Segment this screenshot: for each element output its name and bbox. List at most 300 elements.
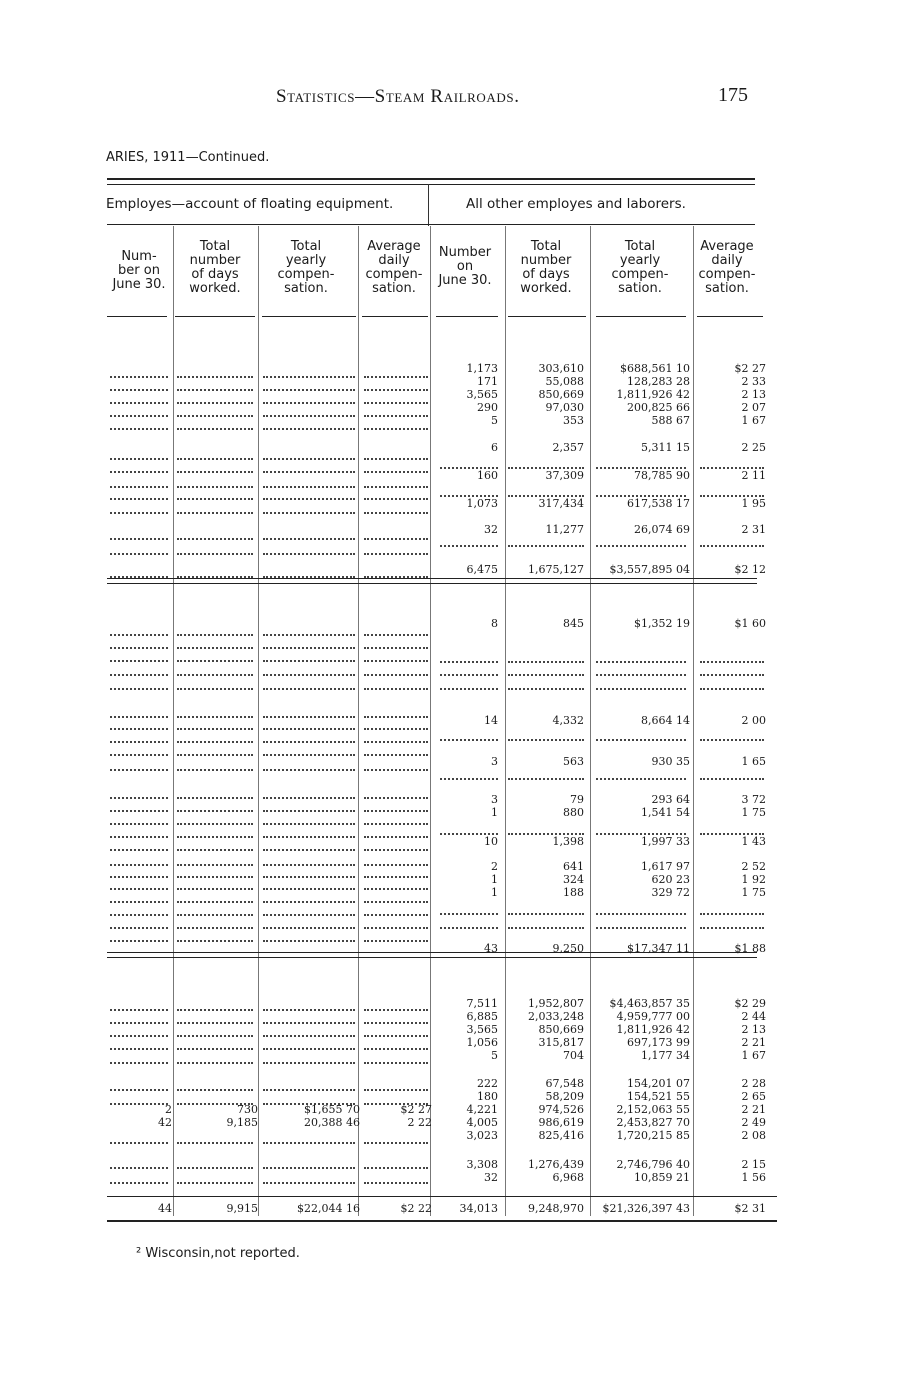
table-cell: 2 21 xyxy=(741,1103,766,1116)
dot-leader xyxy=(596,774,686,780)
header-underline xyxy=(175,316,255,317)
dot-leader xyxy=(177,398,253,404)
dot-leader xyxy=(177,1163,253,1169)
dot-leader xyxy=(177,656,253,662)
dot-leader xyxy=(177,1005,253,1011)
group-header-others: All other employes and laborers. xyxy=(466,196,686,212)
dot-leader xyxy=(110,750,168,756)
dot-leader xyxy=(177,884,253,890)
table-cell: 1,073 xyxy=(466,497,498,510)
table-cell: 44 xyxy=(158,1202,172,1215)
dot-leader xyxy=(364,1138,428,1144)
dot-leader xyxy=(177,750,253,756)
dot-leader xyxy=(364,630,428,636)
dot-leader xyxy=(263,385,355,391)
table-cell: 8 xyxy=(491,617,498,630)
dot-leader xyxy=(364,411,428,417)
dot-leader xyxy=(110,1178,168,1184)
dot-leader xyxy=(263,819,355,825)
dot-leader xyxy=(110,1085,168,1091)
dot-leader xyxy=(508,684,584,690)
dot-leader xyxy=(263,534,355,540)
table-cell: 154,521 55 xyxy=(627,1090,690,1103)
dot-leader xyxy=(177,845,253,851)
dot-leader xyxy=(177,1178,253,1184)
table-cell: $21,326,397 43 xyxy=(602,1202,690,1215)
dot-leader xyxy=(110,398,168,404)
header-underline xyxy=(596,316,686,317)
table-cell: 9,248,970 xyxy=(528,1202,584,1215)
table-cell: $2 29 xyxy=(734,997,766,1010)
header-underline xyxy=(697,316,763,317)
table-cell: 58,209 xyxy=(545,1090,584,1103)
dot-leader xyxy=(177,1018,253,1024)
table-cell: 3,565 xyxy=(466,1023,498,1036)
dot-leader xyxy=(364,1044,428,1050)
dot-leader xyxy=(440,670,498,676)
dot-leader xyxy=(263,1018,355,1024)
table-cell: 641 xyxy=(563,860,584,873)
table-cell: 1,617 97 xyxy=(641,860,690,873)
table-cell: 180 xyxy=(477,1090,498,1103)
section-rule xyxy=(107,957,757,958)
dot-leader xyxy=(110,424,168,430)
dot-leader xyxy=(263,923,355,929)
page-number: 175 xyxy=(718,84,748,106)
table-cell: 222 xyxy=(477,1077,498,1090)
dot-leader xyxy=(364,508,428,514)
dot-leader xyxy=(110,832,168,838)
dot-leader xyxy=(263,845,355,851)
table-cell: 1,811,926 42 xyxy=(616,1023,690,1036)
dot-leader xyxy=(364,494,428,500)
table-cell: 1,173 xyxy=(466,362,498,375)
table-cell: 3 xyxy=(491,793,498,806)
table-cell: 4,332 xyxy=(552,714,584,727)
dot-leader xyxy=(110,923,168,929)
table-cell: 2 65 xyxy=(741,1090,766,1103)
table-cell: 329 72 xyxy=(651,886,690,899)
dot-leader xyxy=(110,910,168,916)
dot-leader xyxy=(364,372,428,378)
table-cell: 2 00 xyxy=(741,714,766,727)
section-rule xyxy=(107,578,757,579)
top-rule-2 xyxy=(107,184,755,185)
dot-leader xyxy=(364,819,428,825)
top-rule xyxy=(107,178,755,180)
dot-leader xyxy=(596,670,686,676)
table-cell: 2 22 xyxy=(407,1116,432,1129)
dot-leader xyxy=(440,923,498,929)
table-cell: 1 92 xyxy=(741,873,766,886)
dot-leader xyxy=(177,1044,253,1050)
dot-leader xyxy=(364,806,428,812)
dot-leader xyxy=(110,765,168,771)
table-cell: 2,033,248 xyxy=(528,1010,584,1023)
table-cell: 1 75 xyxy=(741,806,766,819)
dot-leader xyxy=(177,630,253,636)
table-cell: 5,311 15 xyxy=(641,441,690,454)
col-header-yearly-others: Total yearly compen- sation. xyxy=(611,239,669,296)
dot-leader xyxy=(364,1058,428,1064)
dot-leader xyxy=(177,1031,253,1037)
table-cell: 11,277 xyxy=(545,523,584,536)
table-cell: $3,557,895 04 xyxy=(609,563,690,576)
dot-leader xyxy=(263,482,355,488)
table-cell: 6 xyxy=(491,441,498,454)
table-cell: 10,859 21 xyxy=(634,1171,690,1184)
table-cell: $2 27 xyxy=(734,362,766,375)
dot-leader xyxy=(177,923,253,929)
table-cell: $688,561 10 xyxy=(620,362,690,375)
dot-leader xyxy=(364,872,428,878)
table-cell: $2 27 xyxy=(400,1103,432,1116)
table-cell: 324 xyxy=(563,873,584,886)
dot-leader xyxy=(177,936,253,942)
dot-leader xyxy=(263,806,355,812)
dot-leader xyxy=(110,724,168,730)
table-cell: 8,664 14 xyxy=(641,714,690,727)
column-rule xyxy=(430,226,431,1216)
dot-leader xyxy=(110,897,168,903)
dot-leader xyxy=(440,909,498,915)
dot-leader xyxy=(596,541,686,547)
dot-leader xyxy=(177,910,253,916)
dot-leader xyxy=(177,482,253,488)
table-cell: 37,309 xyxy=(545,469,584,482)
dot-leader xyxy=(177,385,253,391)
running-title: Statistics—Steam Railroads. xyxy=(276,86,520,107)
table-cell: 78,785 90 xyxy=(634,469,690,482)
table-cell: 1,276,439 xyxy=(528,1158,584,1171)
dot-leader xyxy=(364,1005,428,1011)
table-cell: 10 xyxy=(484,835,498,848)
table-cell: 2 11 xyxy=(741,469,766,482)
dot-leader xyxy=(263,737,355,743)
table-cell: 32 xyxy=(484,1171,498,1184)
table-cell: 2 13 xyxy=(741,1023,766,1036)
dot-leader xyxy=(177,832,253,838)
dot-leader xyxy=(508,909,584,915)
table-cell: 617,538 17 xyxy=(627,497,690,510)
column-rule xyxy=(358,226,359,1216)
dot-leader xyxy=(364,482,428,488)
dot-leader xyxy=(110,819,168,825)
table-cell: $2 31 xyxy=(734,1202,766,1215)
dot-leader xyxy=(364,398,428,404)
table-cell: 974,526 xyxy=(538,1103,584,1116)
table-cell: 730 xyxy=(237,1103,258,1116)
dot-leader xyxy=(508,541,584,547)
table-cell: 825,416 xyxy=(538,1129,584,1142)
dot-leader xyxy=(110,806,168,812)
table-cell: 850,669 xyxy=(538,1023,584,1036)
table-cell: 293 64 xyxy=(651,793,690,806)
dot-leader xyxy=(508,670,584,676)
dot-leader xyxy=(177,534,253,540)
dot-leader xyxy=(110,1044,168,1050)
group-rule xyxy=(107,224,755,225)
dot-leader xyxy=(110,572,168,578)
dot-leader xyxy=(700,670,764,676)
table-cell: 2 21 xyxy=(741,1036,766,1049)
table-cell: 67,548 xyxy=(545,1077,584,1090)
col-header-days-floating: Total number of days worked. xyxy=(189,239,241,296)
dot-leader xyxy=(110,454,168,460)
table-cell: 9,915 xyxy=(226,1202,258,1215)
header-underline xyxy=(107,316,167,317)
table-cell: 2 xyxy=(165,1103,172,1116)
table-cell: 1,811,926 42 xyxy=(616,388,690,401)
table-cell: $1,655 70 xyxy=(304,1103,360,1116)
table-cell: 9,185 xyxy=(226,1116,258,1129)
table-cell: 620 23 xyxy=(651,873,690,886)
dot-leader xyxy=(177,684,253,690)
dot-leader xyxy=(364,923,428,929)
dot-leader xyxy=(364,1018,428,1024)
table-cell: 563 xyxy=(563,755,584,768)
dot-leader xyxy=(177,712,253,718)
table-cell: 1 xyxy=(491,886,498,899)
dot-leader xyxy=(110,684,168,690)
table-cell: 128,283 28 xyxy=(627,375,690,388)
dot-leader xyxy=(263,872,355,878)
dot-leader xyxy=(110,630,168,636)
table-cell: 2 28 xyxy=(741,1077,766,1090)
table-cell: 2,357 xyxy=(552,441,584,454)
dot-leader xyxy=(508,774,584,780)
table-cell: 43 xyxy=(484,942,498,955)
table-cell: 200,825 66 xyxy=(627,401,690,414)
table-cell: 2 15 xyxy=(741,1158,766,1171)
table-cell: 2 52 xyxy=(741,860,766,873)
dot-leader xyxy=(364,424,428,430)
table-cell: 697,173 99 xyxy=(627,1036,690,1049)
table-cell: 188 xyxy=(563,886,584,899)
table-cell: 930 35 xyxy=(651,755,690,768)
table-cell: 1,952,807 xyxy=(528,997,584,1010)
dot-leader xyxy=(700,923,764,929)
table-cell: 1 67 xyxy=(741,1049,766,1062)
dot-leader xyxy=(110,508,168,514)
dot-leader xyxy=(263,1031,355,1037)
dot-leader xyxy=(110,372,168,378)
dot-leader xyxy=(110,482,168,488)
table-cell: 34,013 xyxy=(459,1202,498,1215)
dot-leader xyxy=(508,735,584,741)
dot-leader xyxy=(177,643,253,649)
table-cell: 97,030 xyxy=(545,401,584,414)
dot-leader xyxy=(263,936,355,942)
table-cell: 14 xyxy=(484,714,498,727)
dot-leader xyxy=(364,643,428,649)
dot-leader xyxy=(364,750,428,756)
dot-leader xyxy=(110,936,168,942)
dot-leader xyxy=(364,656,428,662)
table-cell: 845 xyxy=(563,617,584,630)
dot-leader xyxy=(177,424,253,430)
dot-leader xyxy=(700,684,764,690)
column-rule xyxy=(173,226,174,1216)
dot-leader xyxy=(364,467,428,473)
table-cell: 2 13 xyxy=(741,388,766,401)
table-cell: 2 25 xyxy=(741,441,766,454)
dot-leader xyxy=(263,467,355,473)
table-cell: 2,152,063 55 xyxy=(616,1103,690,1116)
dot-leader xyxy=(110,670,168,676)
dot-leader xyxy=(263,750,355,756)
dot-leader xyxy=(263,860,355,866)
dot-leader xyxy=(440,684,498,690)
dot-leader xyxy=(263,1058,355,1064)
dot-leader xyxy=(263,712,355,718)
table-cell: $4,463,857 35 xyxy=(609,997,690,1010)
dot-leader xyxy=(263,643,355,649)
dot-leader xyxy=(263,793,355,799)
table-cell: 1 xyxy=(491,873,498,886)
dot-leader xyxy=(263,572,355,578)
dot-leader xyxy=(263,656,355,662)
col-header-days-others: Total number of days worked. xyxy=(520,239,572,296)
dot-leader xyxy=(177,549,253,555)
dot-leader xyxy=(177,1138,253,1144)
dot-leader xyxy=(596,909,686,915)
section-rule xyxy=(107,583,757,584)
dot-leader xyxy=(177,467,253,473)
table-cell: 20,388 46 xyxy=(304,1116,360,1129)
dot-leader xyxy=(700,909,764,915)
dot-leader xyxy=(364,832,428,838)
table-cell: 6,885 xyxy=(466,1010,498,1023)
column-rule xyxy=(590,226,591,1216)
table-cell: 6,475 xyxy=(466,563,498,576)
table-cell: 160 xyxy=(477,469,498,482)
table-cell: 986,619 xyxy=(538,1116,584,1129)
dot-leader xyxy=(177,724,253,730)
dot-leader xyxy=(177,872,253,878)
dot-leader xyxy=(177,860,253,866)
continued-label: ARIES, 1911—Continued. xyxy=(106,150,270,165)
group-divider xyxy=(428,184,429,226)
table-cell: $2 12 xyxy=(734,563,766,576)
dot-leader xyxy=(364,793,428,799)
dot-leader xyxy=(364,936,428,942)
dot-leader xyxy=(177,737,253,743)
table-cell: 6,968 xyxy=(552,1171,584,1184)
dot-leader xyxy=(508,923,584,929)
dot-leader xyxy=(177,411,253,417)
dot-leader xyxy=(263,884,355,890)
dot-leader xyxy=(110,872,168,878)
dot-leader xyxy=(263,494,355,500)
table-cell: 1,541 54 xyxy=(641,806,690,819)
table-cell: 1 xyxy=(491,806,498,819)
dot-leader xyxy=(364,845,428,851)
dot-leader xyxy=(110,385,168,391)
dot-leader xyxy=(177,1085,253,1091)
table-cell: 353 xyxy=(563,414,584,427)
group-header-floating: Employes—account of floating equipment. xyxy=(106,196,394,212)
dot-leader xyxy=(364,737,428,743)
table-cell: 1 65 xyxy=(741,755,766,768)
table-cell: $1,352 19 xyxy=(634,617,690,630)
dot-leader xyxy=(364,549,428,555)
dot-leader xyxy=(177,765,253,771)
table-cell: 1 67 xyxy=(741,414,766,427)
table-cell: 4,005 xyxy=(466,1116,498,1129)
table-cell: 1,720,215 85 xyxy=(616,1129,690,1142)
dot-leader xyxy=(263,724,355,730)
dot-leader xyxy=(263,1044,355,1050)
dot-leader xyxy=(364,684,428,690)
dot-leader xyxy=(596,657,686,663)
table-cell: 2,746,796 40 xyxy=(616,1158,690,1171)
dot-leader xyxy=(263,897,355,903)
dot-leader xyxy=(440,541,498,547)
table-cell: $1 88 xyxy=(734,942,766,955)
table-cell: 2,453,827 70 xyxy=(616,1116,690,1129)
dot-leader xyxy=(110,1031,168,1037)
dot-leader xyxy=(263,765,355,771)
dot-leader xyxy=(110,793,168,799)
dot-leader xyxy=(177,806,253,812)
dot-leader xyxy=(508,657,584,663)
table-cell: 2 xyxy=(491,860,498,873)
dot-leader xyxy=(263,1085,355,1091)
table-cell: $2 22 xyxy=(400,1202,432,1215)
dot-leader xyxy=(263,549,355,555)
dot-leader xyxy=(263,1138,355,1144)
col-header-avg-floating: Average daily compen- sation. xyxy=(365,239,423,296)
dot-leader xyxy=(364,884,428,890)
table-cell: 2 44 xyxy=(741,1010,766,1023)
dot-leader xyxy=(263,684,355,690)
table-cell: 2 33 xyxy=(741,375,766,388)
dot-leader xyxy=(364,572,428,578)
dot-leader xyxy=(177,1058,253,1064)
dot-leader xyxy=(110,1058,168,1064)
table-cell: 1,675,127 xyxy=(528,563,584,576)
dot-leader xyxy=(263,670,355,676)
table-cell: 317,434 xyxy=(538,497,584,510)
dot-leader xyxy=(364,454,428,460)
dot-leader xyxy=(700,735,764,741)
header-underline xyxy=(262,316,356,317)
dot-leader xyxy=(110,737,168,743)
dot-leader xyxy=(263,508,355,514)
table-cell: 880 xyxy=(563,806,584,819)
dot-leader xyxy=(110,712,168,718)
table-cell: 303,610 xyxy=(538,362,584,375)
total-rule-top xyxy=(107,1196,777,1197)
total-rule-bottom xyxy=(107,1220,777,1222)
dot-leader xyxy=(110,1018,168,1024)
dot-leader xyxy=(596,684,686,690)
dot-leader xyxy=(177,670,253,676)
table-cell: 26,074 69 xyxy=(634,523,690,536)
table-cell: 154,201 07 xyxy=(627,1077,690,1090)
col-header-number-floating: Num- ber on June 30. xyxy=(112,249,166,292)
dot-leader xyxy=(110,494,168,500)
dot-leader xyxy=(110,1138,168,1144)
table-cell: 2 49 xyxy=(741,1116,766,1129)
table-cell: 1 75 xyxy=(741,886,766,899)
table-cell: $1 60 xyxy=(734,617,766,630)
table-cell: 1,177 34 xyxy=(641,1049,690,1062)
dot-leader xyxy=(364,910,428,916)
dot-leader xyxy=(596,923,686,929)
table-cell: 1,997 33 xyxy=(641,835,690,848)
